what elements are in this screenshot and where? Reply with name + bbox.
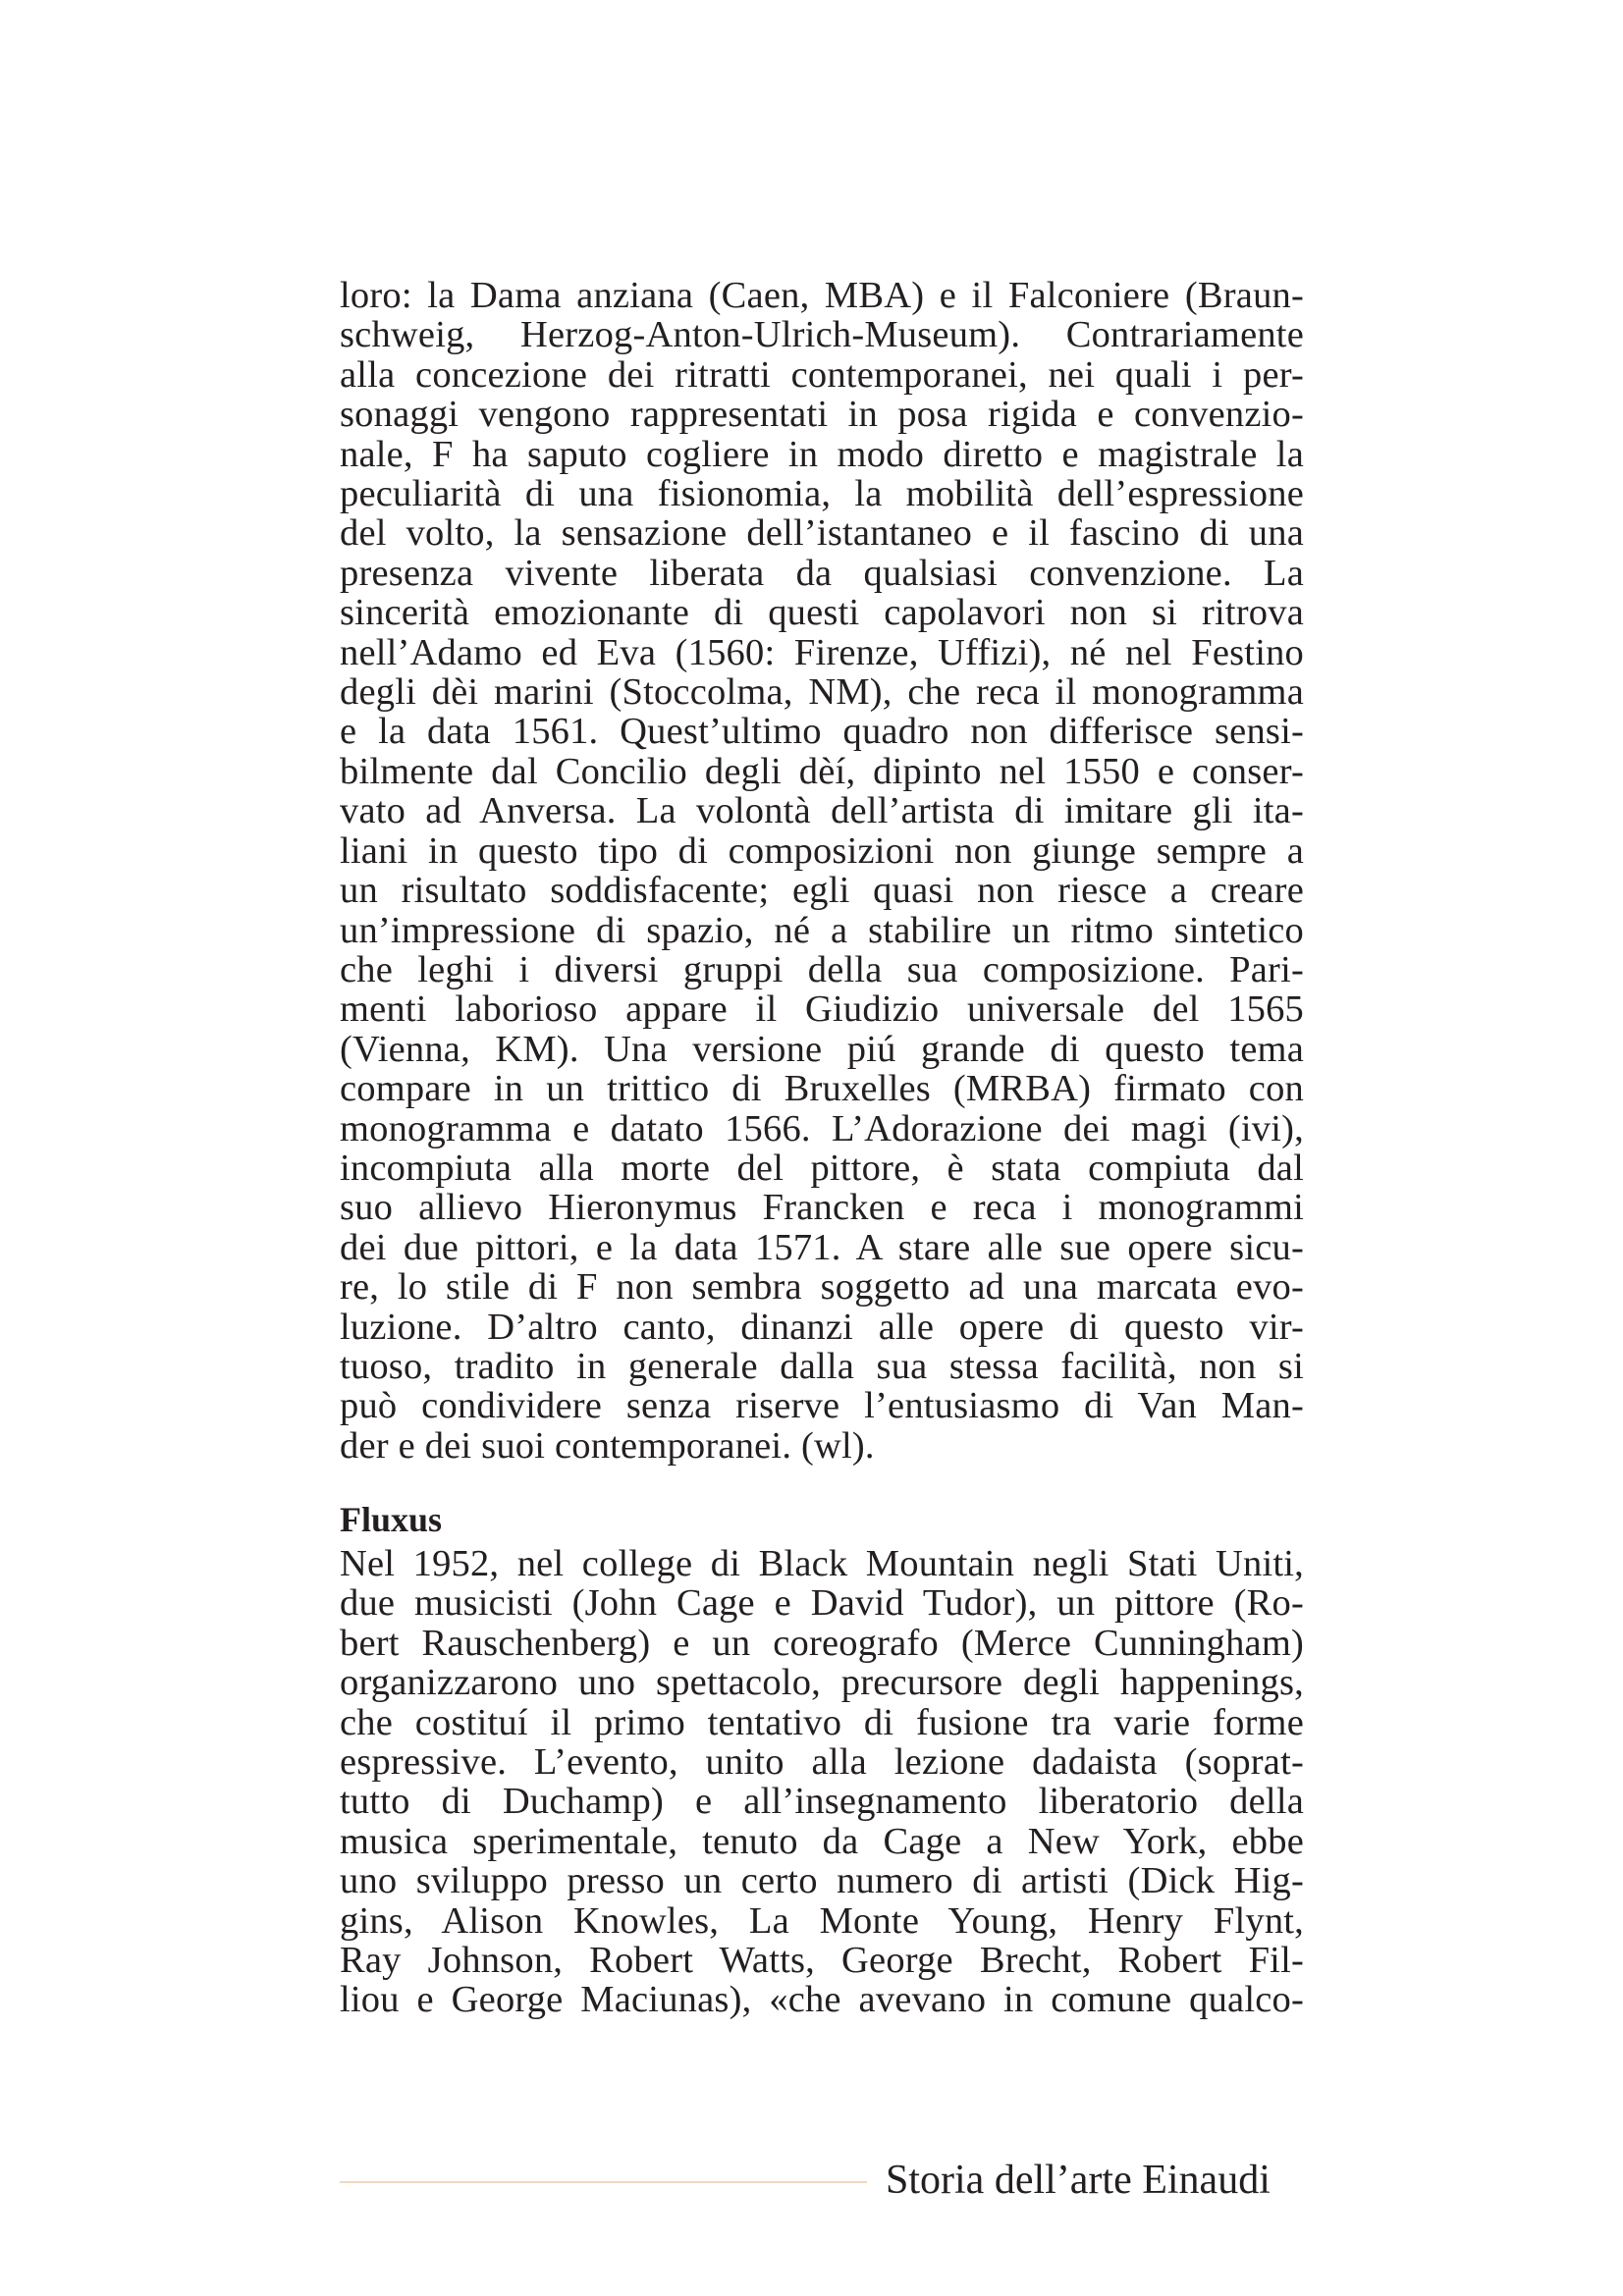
text-line: (Vienna, KM). Una versione piú grande di questo tema xyxy=(340,1028,1304,1070)
text-line: tutto di Duchamp) e all’insegnamento liberatorio della xyxy=(340,1781,1304,1823)
text-line: del volto, la sensazione dell’istantaneo e il fascino di una xyxy=(340,512,1304,555)
text-line: dei due pittori, e la data 1571. A stare alle sue opere sicu- xyxy=(340,1226,1304,1268)
text-line: che costituí il primo tentativo di fusione tra varie forme xyxy=(340,1701,1304,1743)
fluxus-paragraph xyxy=(340,1544,1304,2020)
text-line: vato ad Anversa. La volontà dell’artista di imitare gli ita- xyxy=(340,790,1304,832)
text-line: suo allievo Hieronymus Francken e reca i monogrammi xyxy=(340,1187,1304,1229)
text-line: sincerità emozionante di questi capolavori non si ritrova xyxy=(340,592,1304,634)
text-line: espressive. L’evento, unito alla lezione dadaista (soprat- xyxy=(340,1741,1304,1784)
text-line: che leghi i diversi gruppi della sua composizione. Pari- xyxy=(340,948,1304,990)
text-line: menti laborioso appare il Giudizio universale del 1565 xyxy=(340,988,1304,1031)
text-line: schweig, Herzog-Anton-Ulrich-Museum). Contrariamente xyxy=(340,314,1304,356)
entry-heading: Fluxus xyxy=(340,1500,443,1539)
text-line: loro: la Dama anziana (Caen, MBA) e il Falconiere (Braun- xyxy=(340,275,1304,316)
text-line: luzione. D’altro canto, dinanzi alle opere di questo vir- xyxy=(340,1306,1304,1348)
text-line: musica sperimentale, tenuto da Cage a New York, ebbe xyxy=(340,1820,1304,1862)
footer-rule xyxy=(340,2181,867,2183)
text-line: può condividere senza riserve l’entusiasmo di Van Man- xyxy=(340,1385,1304,1427)
text-line: monogramma e datato 1566. L’Adorazione dei magi (ivi), xyxy=(340,1107,1304,1149)
text-line: un’impressione di spazio, né a stabilire un ritmo sintetico xyxy=(340,909,1304,951)
text-line: nell’Adamo ed Eva (1560: Firenze, Uffizi), né nel Festino xyxy=(340,631,1304,673)
text-line: alla concezione dei ritratti contemporanei, nei quali i per- xyxy=(340,353,1304,396)
text-line: liou e George Maciunas), «che avevano in comune qualco- xyxy=(340,1979,1304,2021)
text-line: der e dei suoi contemporanei. (wl). xyxy=(340,1424,875,1467)
text-line: Nel 1952, nel college di Black Mountain negli Stati Uniti, xyxy=(340,1543,1304,1584)
text-line: re, lo stile di F non sembra soggetto ad una marcata evo- xyxy=(340,1266,1304,1308)
text-line: nale, F ha saputo cogliere in modo diretto e magistrale la xyxy=(340,433,1304,475)
text-line: organizzarono uno spettacolo, precursore degli happenings, xyxy=(340,1662,1304,1704)
text-line: compare in un trittico di Bruxelles (MRBA) firmato con xyxy=(340,1068,1304,1110)
text-line: e la data 1561. Quest’ultimo quadro non differisce sensi- xyxy=(340,711,1304,753)
text-line: presenza vivente liberata da qualsiasi convenzione. La xyxy=(340,552,1304,594)
text-line: degli dèi marini (Stoccolma, NM), che reca il monogramma xyxy=(340,671,1304,714)
text-line: un risultato soddisfacente; egli quasi non riesce a creare xyxy=(340,870,1304,912)
text-line: uno sviluppo presso un certo numero di artisti (Dick Hig- xyxy=(340,1860,1304,1902)
text-line: tuoso, tradito in generale dalla sua stessa facilità, non si xyxy=(340,1345,1304,1387)
text-line: peculiarità di una fisionomia, la mobilità dell’espressione xyxy=(340,473,1304,515)
text-line: bilmente dal Concilio degli dèí, dipinto nel 1550 e conser- xyxy=(340,750,1304,792)
footer-title: Storia dell’arte Einaudi xyxy=(886,2158,1271,2203)
text-line: incompiuta alla morte del pittore, è stata compiuta dal xyxy=(340,1147,1304,1189)
text-line: due musicisti (John Cage e David Tudor), un pittore (Ro- xyxy=(340,1582,1304,1625)
text-line: gins, Alison Knowles, La Monte Young, Henry Flynt, xyxy=(340,1899,1304,1942)
entry-continuation-paragraph xyxy=(340,276,1304,1466)
text-line: Ray Johnson, Robert Watts, George Brecht, Robert Fil- xyxy=(340,1940,1304,1982)
text-line: liani in questo tipo di composizioni non giunge sempre a xyxy=(340,829,1304,872)
text-line: sonaggi vengono rappresentati in posa rigida e convenzio- xyxy=(340,394,1304,436)
text-line: bert Rauschenberg) e un coreografo (Merce Cunningham) xyxy=(340,1622,1304,1664)
